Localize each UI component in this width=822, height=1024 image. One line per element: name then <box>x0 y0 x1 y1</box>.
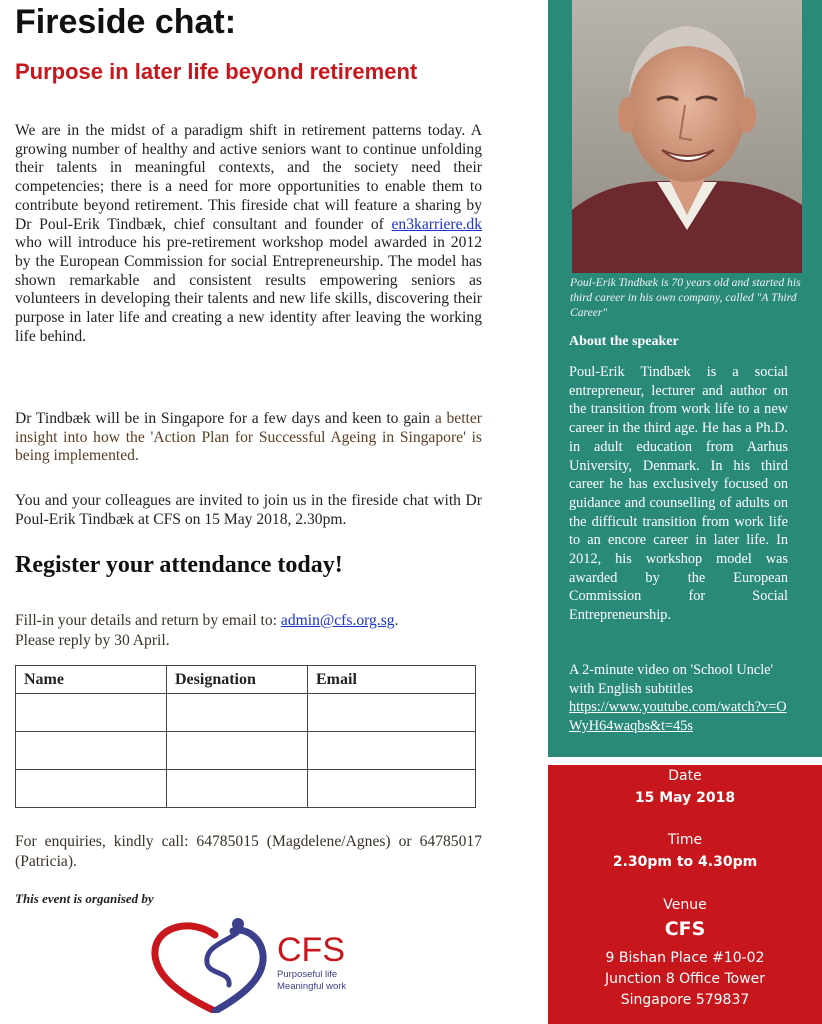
instruction-end: . <box>394 612 399 629</box>
speaker-portrait <box>572 0 802 273</box>
venue-name: CFS <box>664 918 706 940</box>
logo-swoosh <box>207 933 237 985</box>
invite-paragraph: You and your colleagues are invited to join us in the fireside chat with Dr Poul-Erik Tindbæk at CFS on 15 May 2018, 2.30pm. <box>15 492 482 528</box>
venue-address-line-1: 9 Bishan Place #10-02 <box>605 950 765 966</box>
intro-text-part1: We are in the midst of a paradigm shift in retirement patterns today. A growing number of healthy and active seniors want to continue unfolding their talents in meaningful contexts, and the society need their competencies; there is a need for more opportunities to enable them to contribute beyond retirement. This fireside chat will feature a sharing by Dr Poul-Erik Tindbæk, chief consultant and founder of <box>15 122 482 233</box>
instruction-text: Fill-in your details and return by email to: <box>15 612 281 629</box>
about-speaker-heading: About the speaker <box>569 334 679 349</box>
venue-label: Venue <box>663 897 707 913</box>
table-row <box>16 770 476 808</box>
page-title: Fireside chat: <box>15 3 237 41</box>
video-description: A 2-minute video on 'School Uncle' with English subtitles <box>569 662 774 697</box>
photo-caption: Poul-Erik Tindbæk is 70 years old and started his third career in his own company, called "A Third Career" <box>570 276 801 319</box>
email-cell[interactable] <box>308 732 476 770</box>
youtube-link[interactable]: https://www.youtube.com/watch?v=OWyH64waqbs&t=45s <box>569 699 787 735</box>
page-subtitle: Purpose in later life beyond retirement <box>15 59 418 84</box>
name-cell[interactable] <box>16 694 167 732</box>
intro-text-part2: who will introduce his pre-retirement workshop model awarded in 2012 by the European Commission for social Entrepreneurship. The model has shown remarkable and consistent results empowering seniors as volunteers in developing their talents and new life skills, discovering their purpose in later life and creating a new identity after leaving the working life behind. <box>15 234 482 345</box>
cfs-logo-mark <box>145 913 375 1013</box>
logo-text: CFS <box>277 931 345 969</box>
intro-paragraph <box>15 122 482 346</box>
designation-cell[interactable] <box>167 694 308 732</box>
visit-text-part1: Dr Tindbæk will be in Singapore for a few days and keen to gain <box>15 410 435 427</box>
name-cell[interactable] <box>16 770 167 808</box>
column-header-name: Name <box>16 666 167 694</box>
email-cell[interactable] <box>308 694 476 732</box>
table-row <box>16 694 476 732</box>
venue-address <box>548 948 822 1011</box>
register-heading: Register your attendance today! <box>15 552 343 578</box>
logo-head <box>232 918 244 930</box>
table-row <box>16 732 476 770</box>
designation-cell[interactable] <box>167 770 308 808</box>
name-cell[interactable] <box>16 732 167 770</box>
about-speaker-text: Poul-Erik Tindbæk is a social entrepreneur, lecturer and author on the transition from work life to a new career in the third age. He has a Ph.D. in adult education from Aarhus University, Denmark. In his third career he has exclusively focused on guidance and counselling of adults on the difficult transition from work life to an encore career in later life. In 2012, his workshop model was awarded by the European Commission for Social Entrepreneurship. <box>569 364 788 624</box>
register-email-link[interactable]: admin@cfs.org.sg <box>280 612 395 629</box>
venue-address-line-3: Singapore 579837 <box>620 992 750 1008</box>
date-label: Date <box>668 768 702 784</box>
column-header-email: Email <box>308 666 476 694</box>
organiser-label: This event is organised by <box>15 891 154 906</box>
reply-deadline: Please reply by 30 April. <box>15 632 170 649</box>
time-label: Time <box>667 832 703 848</box>
event-details-panel <box>548 765 822 1024</box>
logo-tagline-1: Purposeful life <box>277 969 338 980</box>
time-value: 2.30pm to 4.30pm <box>612 854 758 870</box>
visit-paragraph <box>15 410 482 466</box>
logo-tagline-2: Meaningful work <box>277 981 347 992</box>
en3karriere-link[interactable]: en3karriere.dk <box>391 215 482 233</box>
designation-cell[interactable] <box>167 732 308 770</box>
logo-heart-left <box>155 926 215 1011</box>
table-header-row <box>16 666 476 694</box>
venue-address-line-2: Junction 8 Office Tower <box>604 971 766 987</box>
cfs-logo <box>145 913 375 1013</box>
enquiries-text: For enquiries, kindly call: 64785015 (Magdelene/Agnes) or 64785017 (Patricia). <box>15 833 482 870</box>
registration-table <box>15 665 476 808</box>
register-instruction <box>15 611 485 651</box>
date-value: 15 May 2018 <box>634 790 736 806</box>
email-cell[interactable] <box>308 770 476 808</box>
speaker-photo <box>572 0 802 273</box>
column-header-designation: Designation <box>167 666 308 694</box>
video-info <box>569 661 799 736</box>
visit-text-part2: a better insight into how the 'Action Plan for Successful Ageing in Singapore' is being implemented. <box>15 410 482 465</box>
